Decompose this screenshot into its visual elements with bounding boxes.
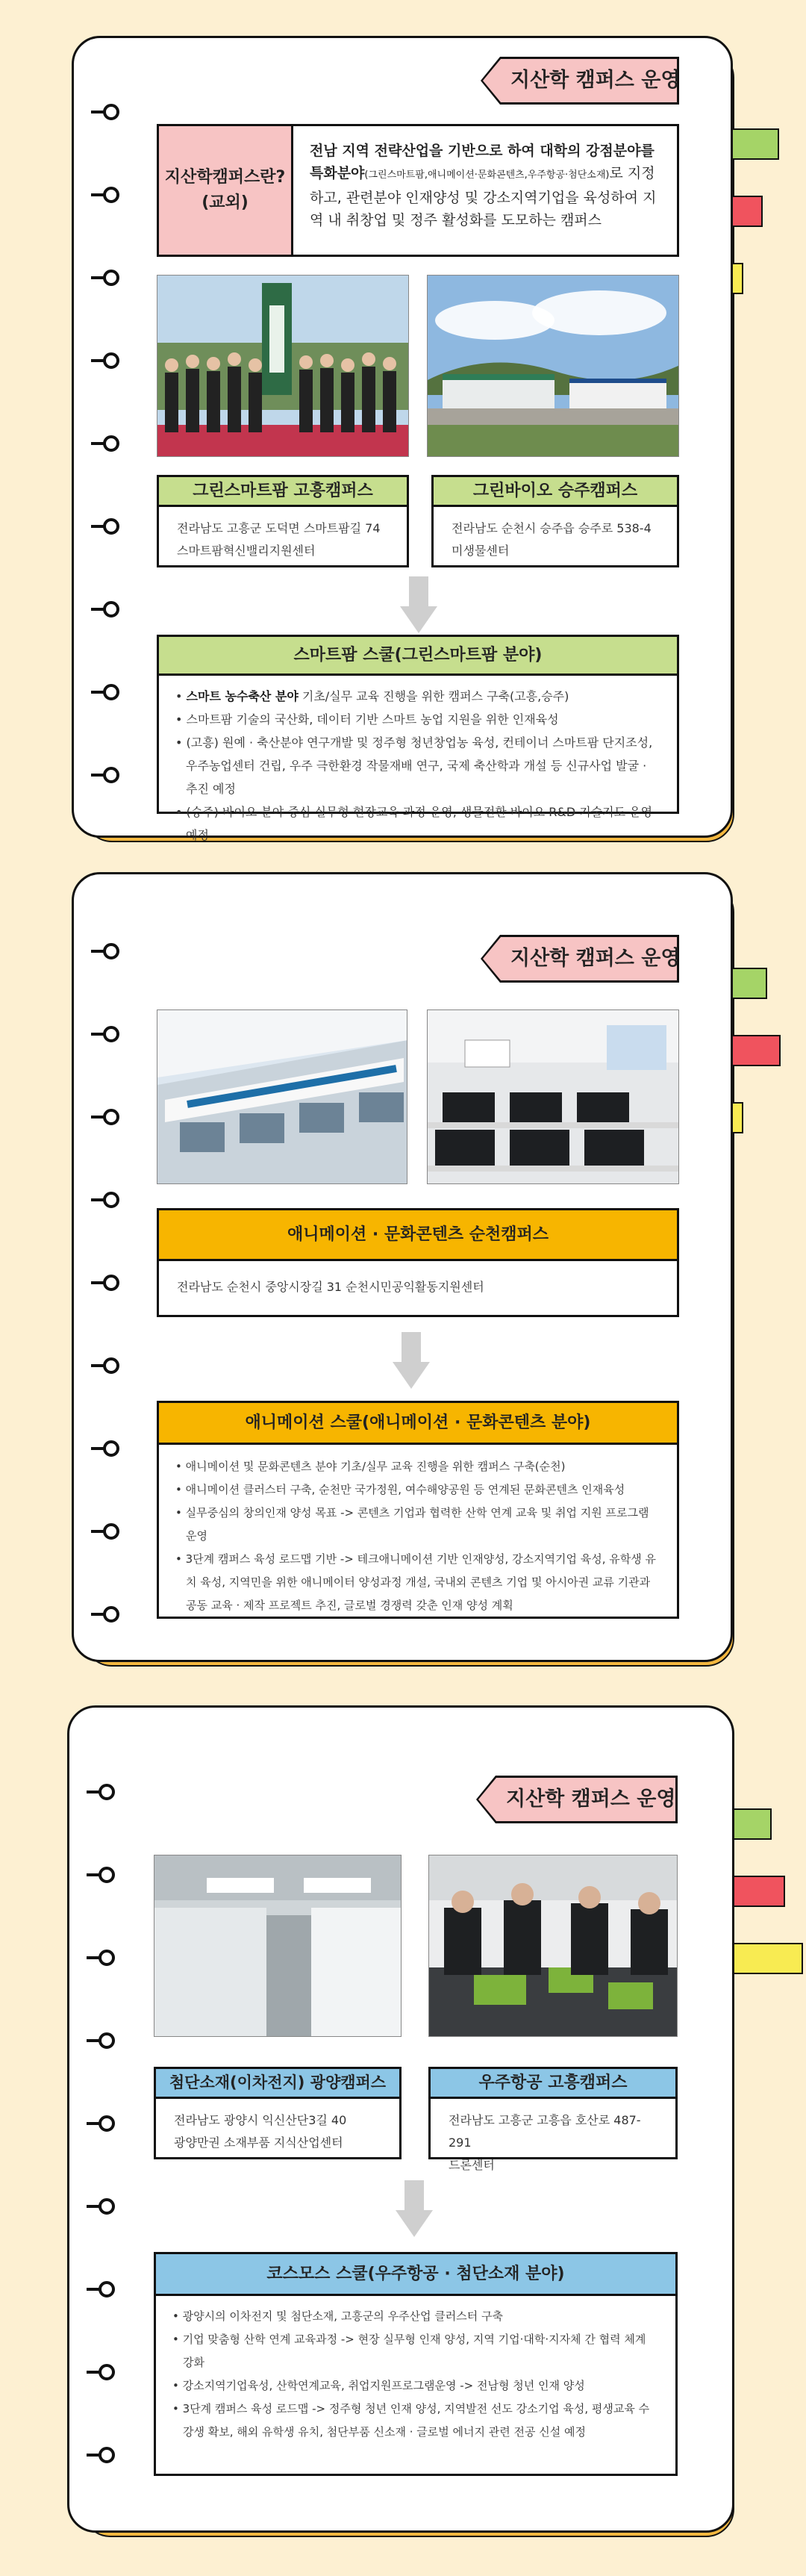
binder-ring-icon (91, 1357, 131, 1374)
campus-photo-building (427, 275, 679, 457)
campus-name: 그린바이오 승주캠퍼스 (434, 477, 677, 507)
binder-ring-icon (87, 2364, 127, 2380)
binder-ring-icon (91, 1275, 131, 1291)
intro-text: 전남 지역 전략산업을 기반으로 하여 대학의 강점분야를 특화분야(그린스마트팜,애니메이션·문화콘텐츠,우주항공·첨단소재)로 지정하고, 관련분야 인재양성 및 강소지역기업을 육성하여 지역 내 취창업 및 정주 활성화를 도모하는 캠퍼스 (310, 143, 657, 228)
list-item: • 애니메이션 및 문화콘텐츠 분야 기초/실무 교육 진행을 위한 캠퍼스 구축(순천) (175, 1460, 566, 1473)
down-arrow-icon (393, 1332, 430, 1389)
binder-ring-icon (91, 1606, 131, 1623)
school-title: 애니메이션 스쿨(애니메이션 · 문화콘텐츠 분야) (159, 1403, 677, 1445)
binder-ring-icon (91, 104, 131, 120)
school-list (159, 676, 677, 856)
campus-card-3 (0, 1687, 806, 2576)
campus-photo-lab (428, 1855, 678, 2037)
campus-card-1 (0, 0, 806, 859)
page-title: 지산학 캠퍼스 운영 (476, 1776, 678, 1823)
campus-name: 우주항공 고흥캠퍼스 (431, 2069, 675, 2099)
campus-photo-exterior (157, 1009, 407, 1184)
campus-photo-ceremony (157, 275, 409, 457)
campus-address-detail: 광양만권 소재부품 지식산업센터 (174, 2135, 343, 2150)
list-item: • (고흥) 원예 · 축산분야 연구개발 및 정주형 청년창업농 육성, 컨테이너 스마트팜 단지조성, 우주농업센터 건립, 우주 극한환경 작물재배 연구, 국제 축산학과 개설 등 신규사업 발굴 · 추진 예정 (175, 735, 653, 796)
binder-ring-icon (91, 767, 131, 783)
binder-ring-icon (91, 270, 131, 286)
list-item: • 강소지역기업육성, 산학연계교육, 취업지원프로그램운영 -> 전남형 청년 인재 양성 (172, 2379, 585, 2392)
binder-ring-icon (91, 187, 131, 203)
school-box (157, 1401, 679, 1619)
binder-ring-icon (87, 2115, 127, 2132)
tab-red[interactable] (730, 1876, 785, 1907)
school-box (154, 2252, 678, 2476)
campus-card-2 (0, 859, 806, 1687)
campus-info (157, 1208, 679, 1317)
campus-info-right (431, 475, 679, 567)
school-title: 코스모스 스쿨(우주항공 · 첨단소재 분야) (156, 2254, 675, 2296)
school-list (159, 1445, 677, 1628)
binder-ring-icon (87, 1784, 127, 1800)
campus-photo-classroom (427, 1009, 679, 1184)
tab-red[interactable] (730, 196, 763, 227)
binder-ring-icon (91, 518, 131, 535)
page-title: 지산학 캠퍼스 운영 (481, 57, 679, 105)
list-item: • 3단계 캠퍼스 육성 로드맵 기반 -> 테크애니메이션 기반 인재양성, 강소지역기업 육성, 유학생 유치 육성, 지역민을 위한 애니메이터 양성과정 개설, 국내외 콘텐츠 기업 및 아시아권 교류 기관과 공동 교육 · 제작 프로젝트 추진, 글로벌 경쟁력 갖춘 인재 양성 계획 (175, 1552, 657, 1612)
binder-ring-icon (91, 1440, 131, 1457)
campus-address: 전라남도 순천시 중앙시장길 31 순천시민공익활동지원센터 (177, 1280, 484, 1294)
binder-ring-icon (91, 601, 131, 617)
tab-green[interactable] (730, 128, 779, 160)
campus-address: 전라남도 고흥군 도덕면 스마트팜길 74 (177, 521, 381, 535)
campus-address: 전라남도 순천시 승주읍 승주로 538-4 (452, 521, 652, 535)
campus-address-detail: 스마트팜혁신밸리지원센터 (177, 544, 316, 558)
list-item: • (승주) 바이오 분야 중심 실무형 현장교육 과정 운영, 생물전환 바이오 R&D 기술지도 운영 예정 (175, 805, 653, 842)
list-item: • 광양시의 이차전지 및 첨단소재, 고흥군의 우주산업 클러스터 구축 (172, 2309, 504, 2323)
tab-green[interactable] (730, 968, 767, 999)
campus-info-left (154, 2067, 402, 2159)
binder-ring-icon (87, 2198, 127, 2215)
school-box (157, 635, 679, 842)
down-arrow-icon (396, 2180, 433, 2237)
campus-photo-corridor (154, 1855, 402, 2037)
campus-name: 애니메이션 · 문화콘텐츠 순천캠퍼스 (159, 1210, 677, 1261)
binder-ring-icon (87, 2447, 127, 2463)
list-item: • 스마트팜 기술의 국산화, 데이터 기반 스마트 농업 지원을 위한 인재육성 (175, 712, 559, 727)
binder-ring-icon (91, 1109, 131, 1125)
campus-info-right (428, 2067, 678, 2172)
binder-ring-icon (87, 1867, 127, 1883)
binder-ring-icon (91, 352, 131, 369)
campus-name: 그린스마트팜 고흥캠퍼스 (159, 477, 407, 507)
list-item: • 3단계 캠퍼스 육성 로드맵 -> 정주형 청년 인재 양성, 지역발전 선도 강소기업 육성, 평생교육 수강생 확보, 해외 유학생 유치, 첨단부품 신소재 · 글로벌 에너지 관련 전공 신설 예정 (172, 2402, 650, 2439)
intro-label: 지산학캠퍼스란? (교외) (159, 126, 293, 255)
school-list (156, 2296, 675, 2453)
intro-box (157, 124, 679, 257)
tab-green[interactable] (730, 1808, 772, 1840)
campus-address-detail: 드론센터 (449, 2158, 495, 2172)
page-title: 지산학 캠퍼스 운영 (481, 935, 679, 983)
binder-ring-icon (87, 2281, 127, 2297)
binder-ring-icon (91, 684, 131, 700)
binder-ring-icon (91, 1192, 131, 1208)
campus-address: 전라남도 고흥군 고흥읍 호산로 487-291 (449, 2113, 641, 2150)
binder-ring-icon (91, 1523, 131, 1540)
binder-ring-icon (91, 1026, 131, 1042)
list-item: • 실무중심의 창의인재 양성 목표 -> 콘텐츠 기업과 협력한 산학 연계 교육 및 취업 지원 프로그램 운영 (175, 1506, 649, 1543)
binder-ring-icon (87, 1950, 127, 1966)
list-item: • 기업 맞춤형 산학 연계 교육과정 -> 현장 실무형 인재 양성, 지역 기업·대학·지자체 간 협력 체계 강화 (172, 2333, 646, 2369)
campus-name: 첨단소재(이차전지) 광양캠퍼스 (156, 2069, 399, 2099)
campus-info-left (157, 475, 409, 567)
campus-address-detail: 미생물센터 (452, 544, 510, 558)
binder-ring-icon (91, 943, 131, 959)
binder-ring-icon (87, 2032, 127, 2049)
down-arrow-icon (400, 576, 437, 633)
list-item: • 스마트 농수축산 분야 기초/실무 교육 진행을 위한 캠퍼스 구축(고흥,승주) (175, 689, 569, 703)
school-title: 스마트팜 스쿨(그린스마트팜 분야) (159, 637, 677, 676)
campus-address: 전라남도 광양시 익신산단3길 40 (174, 2113, 347, 2127)
list-item: • 애니메이션 클러스터 구축, 순천만 국가정원, 여수해양공원 등 연계된 문화콘텐츠 인재육성 (175, 1483, 625, 1496)
binder-ring-icon (91, 435, 131, 452)
